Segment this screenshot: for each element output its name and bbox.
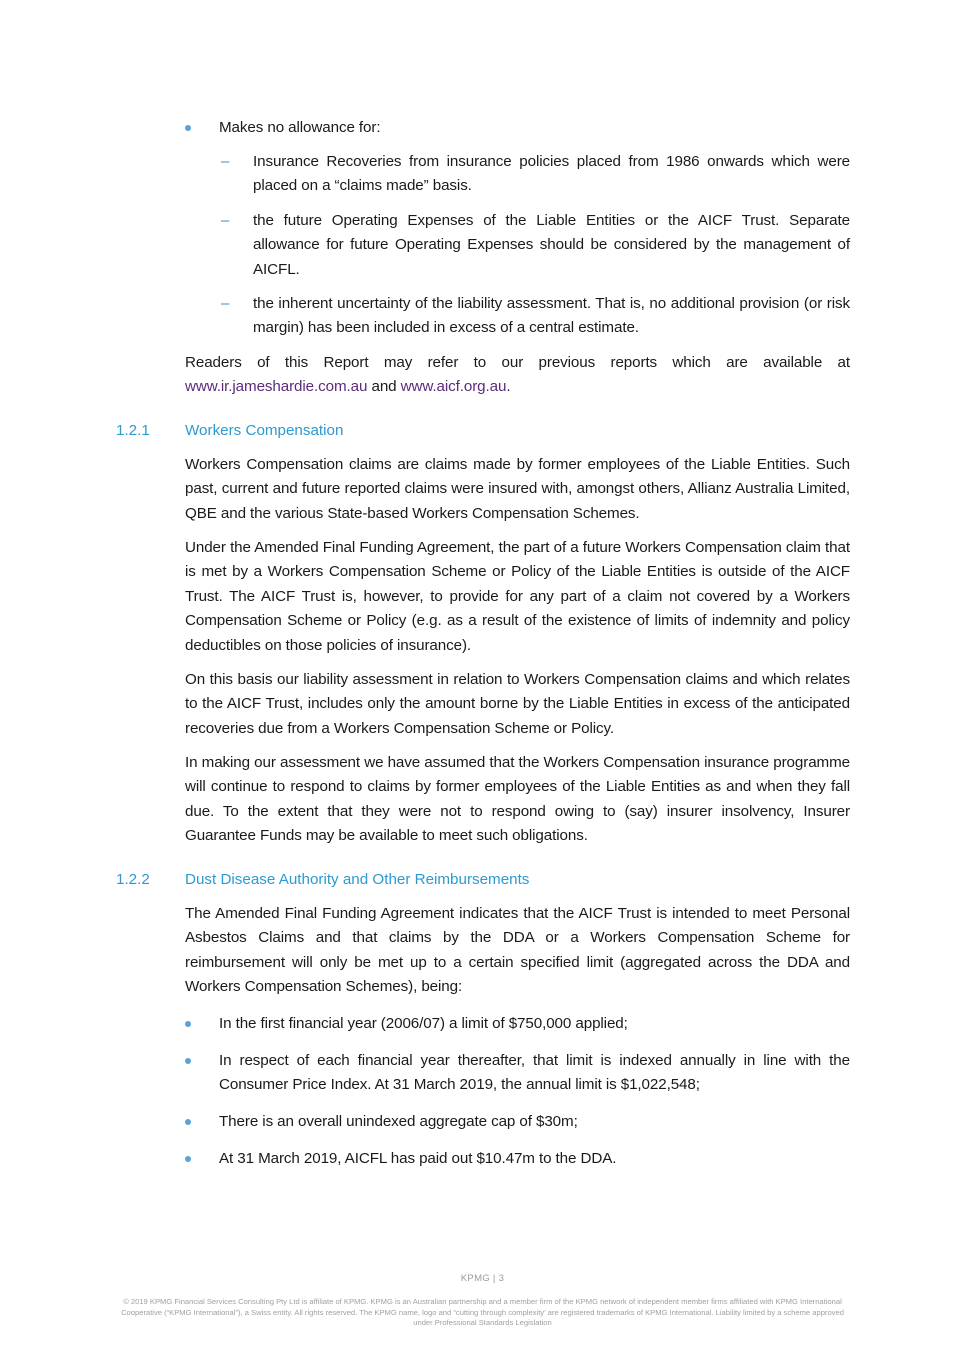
paragraph: Under the Amended Final Funding Agreement, the part of a future Workers Compensation claim that is met by a Workers Compensation Scheme or Policy of the Liable Entities is outside of the AICF Trust. The AICF Trust is, however, to provide for any part of a claim not covered by a Workers Compensation Scheme or Policy (e.g. as a result of the existence of limits of indemnity and policy deductibles on those policies of insurance). xyxy=(185,539,850,654)
bullet-text: There is an overall unindexed aggregate cap of $30m; xyxy=(219,1113,578,1130)
section-title: Workers Compensation xyxy=(185,422,344,439)
sub-list-text: the future Operating Expenses of the Liable Entities or the AICF Trust. Separate allowance for future Operating Expenses should be considered by the management of AICFL. xyxy=(253,212,850,278)
bullet-text: Makes no allowance for: xyxy=(219,119,381,136)
bullet-text: In respect of each financial year thereafter, that limit is indexed annually in line with the Consumer Price Index. At 31 March 2019, the annual limit is $1,022,548; xyxy=(219,1052,850,1094)
section-title: Dust Disease Authority and Other Reimbursements xyxy=(185,871,530,888)
sub-list-text: the inherent uncertainty of the liability assessment. That is, no additional provision (or risk margin) has been included in excess of a central estimate. xyxy=(253,295,850,337)
paragraph-text: and xyxy=(367,378,401,396)
paragraph: Workers Compensation claims are claims made by former employees of the Liable Entities. Such past, current and future reported claims were insured with, amongst others, Allianz Australia Limited, QBE and the various State-based Workers Compensation Schemes. xyxy=(185,456,850,522)
bullet-text: In the first financial year (2006/07) a limit of $750,000 applied; xyxy=(219,1015,628,1032)
bullet-dot-icon xyxy=(185,125,191,131)
dash-icon: – xyxy=(221,212,230,229)
legal-notice: © 2019 KPMG Financial Services Consulting Pty Ltd is affiliate of KPMG. KPMG is an Australian partnership and a member firm of the KPMG network of independent member firms affiliated with KPMG International Cooperative (“KPMG International”), a Swiss entity. All rights reserved. The KPMG name, logo and “cutting through complexity’ are registered trademarks of KPMG International. Liability limited by a scheme approved under Professional Standards Legislation xyxy=(121,1297,844,1328)
bullet-dot-icon xyxy=(185,1119,191,1125)
page-number: KPMG | 3 xyxy=(460,1273,505,1284)
jameshardie-link[interactable]: www.ir.jameshardie.com.au xyxy=(185,378,368,396)
section-number: 1.2.1 xyxy=(116,422,150,439)
paragraph: On this basis our liability assessment in relation to Workers Compensation claims and which relates to the AICF Trust, includes only the amount borne by the Liable Entities in excess of the anticipated recoveries due from a Workers Compensation Scheme or Policy. xyxy=(185,671,850,737)
bullet-dot-icon xyxy=(185,1021,191,1027)
paragraph: In making our assessment we have assumed that the Workers Compensation insurance programme will continue to respond to claims by former employees of the Liable Entities as and when they fall due. To the extent that they were not to respond owing to (say) insurer insolvency, Insurer Guarantee Funds may be available to meet such obligations. xyxy=(185,754,850,845)
bullet-dot-icon xyxy=(185,1156,191,1162)
aicf-link[interactable]: www.aicf.org.au xyxy=(400,378,507,396)
section-number: 1.2.2 xyxy=(116,871,150,888)
paragraph-text: . xyxy=(506,378,511,396)
bullet-dot-icon xyxy=(185,1058,191,1064)
dash-icon: – xyxy=(221,295,230,312)
paragraph: The Amended Final Funding Agreement indicates that the AICF Trust is intended to meet Personal Asbestos Claims and that claims by the DDA or a Workers Compensation Scheme for reimbursement will only be met up to a certain specified limit (aggregated across the DDA and Workers Compensation Schemes), being: xyxy=(185,905,850,996)
paragraph-text: Readers of this Report may refer to our previous reports which are available at xyxy=(185,354,850,371)
bullet-text: At 31 March 2019, AICFL has paid out $10.47m to the DDA. xyxy=(219,1150,617,1167)
readers-paragraph xyxy=(185,351,850,400)
dash-icon: – xyxy=(221,153,230,170)
sub-list-text: Insurance Recoveries from insurance policies placed from 1986 onwards which were placed on a “claims made” basis. xyxy=(253,153,850,195)
